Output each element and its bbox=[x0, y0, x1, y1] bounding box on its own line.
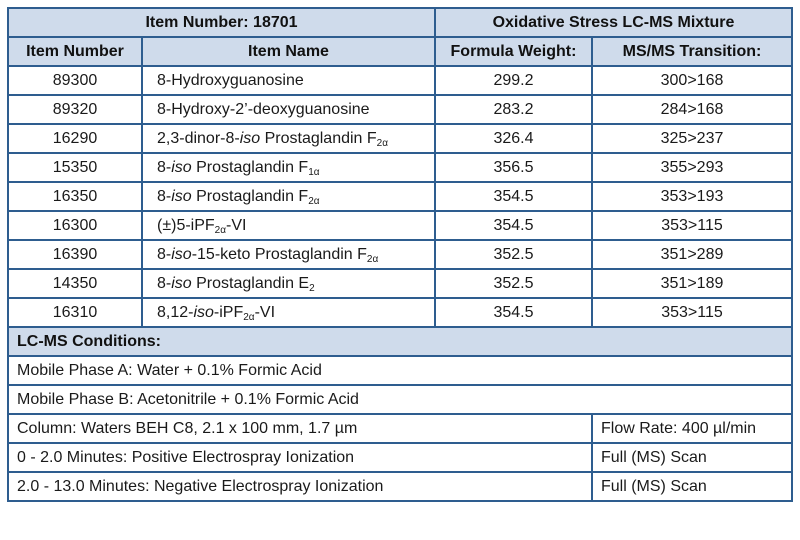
item-name-part: 8- bbox=[157, 187, 172, 205]
item-name-part: 8- bbox=[157, 274, 172, 292]
item-name-part: Prostaglandin F bbox=[191, 187, 309, 205]
table-row bbox=[8, 66, 792, 95]
item-number-cell: 89300 bbox=[8, 66, 142, 95]
column-header-row bbox=[8, 37, 792, 66]
item-name-cell bbox=[142, 182, 435, 211]
item-name-part: Prostaglandin E bbox=[191, 274, 310, 292]
transition-cell: 353>115 bbox=[592, 298, 792, 327]
mobile-phase-b: Mobile Phase B: Acetonitrile + 0.1% Formic Acid bbox=[8, 385, 792, 414]
item-name-part: -VI bbox=[254, 303, 276, 321]
conditions-row bbox=[8, 414, 792, 443]
item-name-part: 8- bbox=[157, 158, 172, 176]
formula-weight-cell: 354.5 bbox=[435, 298, 592, 327]
ionization-positive: 0 - 2.0 Minutes: Positive Electrospray Ionization bbox=[8, 443, 592, 472]
conditions-row bbox=[8, 385, 792, 414]
item-name-part: iso bbox=[171, 274, 192, 292]
column-spec: Column: Waters BEH C8, 2.1 x 100 mm, 1.7 µm bbox=[8, 414, 592, 443]
item-name-part: 2,3-dinor-8- bbox=[157, 129, 240, 147]
compound-rows bbox=[8, 66, 792, 327]
flow-rate: Flow Rate: 400 µl/min bbox=[592, 414, 792, 443]
table-row bbox=[8, 182, 792, 211]
table-row bbox=[8, 211, 792, 240]
header-item-number: Item Number bbox=[8, 37, 142, 66]
item-number-cell: 16290 bbox=[8, 124, 142, 153]
item-name-cell bbox=[142, 269, 435, 298]
conditions-heading-row bbox=[8, 327, 792, 356]
item-name-part: 8-Hydroxy-2’-deoxyguanosine bbox=[157, 100, 370, 118]
transition-cell: 325>237 bbox=[592, 124, 792, 153]
table-row bbox=[8, 298, 792, 327]
table-row bbox=[8, 240, 792, 269]
item-name-cell bbox=[142, 124, 435, 153]
scan-positive: Full (MS) Scan bbox=[592, 443, 792, 472]
item-name-part: iso bbox=[171, 187, 192, 205]
mixture-table bbox=[7, 7, 793, 502]
item-name-cell bbox=[142, 153, 435, 182]
item-name-part: Prostaglandin F bbox=[191, 158, 309, 176]
item-name-part: -15-keto Prostaglandin F bbox=[191, 245, 367, 263]
item-name-part: 8,12- bbox=[157, 303, 194, 321]
table-row bbox=[8, 95, 792, 124]
item-name-part: 2α bbox=[243, 311, 255, 323]
conditions-row bbox=[8, 443, 792, 472]
transition-cell: 355>293 bbox=[592, 153, 792, 182]
table-row bbox=[8, 269, 792, 298]
transition-cell: 353>115 bbox=[592, 211, 792, 240]
item-name-part: 2α bbox=[308, 195, 320, 207]
ionization-negative: 2.0 - 13.0 Minutes: Negative Electrospray Ionization bbox=[8, 472, 592, 501]
formula-weight-cell: 283.2 bbox=[435, 95, 592, 124]
formula-weight-cell: 354.5 bbox=[435, 182, 592, 211]
formula-weight-cell: 352.5 bbox=[435, 269, 592, 298]
item-number-cell: 16300 bbox=[8, 211, 142, 240]
item-name-cell bbox=[142, 66, 435, 95]
item-name-cell bbox=[142, 95, 435, 124]
item-name-part: 1α bbox=[308, 166, 320, 178]
item-number-cell: 15350 bbox=[8, 153, 142, 182]
item-name-part: (±)5-iPF bbox=[157, 216, 215, 234]
item-name-part: -iPF bbox=[213, 303, 244, 321]
item-number-title: Item Number: 18701 bbox=[8, 8, 435, 37]
item-number-cell: 16390 bbox=[8, 240, 142, 269]
formula-weight-cell: 352.5 bbox=[435, 240, 592, 269]
header-item-name: Item Name bbox=[142, 37, 435, 66]
title-row bbox=[8, 8, 792, 37]
item-name-cell bbox=[142, 240, 435, 269]
transition-cell: 351>289 bbox=[592, 240, 792, 269]
conditions-row bbox=[8, 472, 792, 501]
formula-weight-cell: 326.4 bbox=[435, 124, 592, 153]
mobile-phase-a: Mobile Phase A: Water + 0.1% Formic Acid bbox=[8, 356, 792, 385]
transition-cell: 351>189 bbox=[592, 269, 792, 298]
header-transition: MS/MS Transition: bbox=[592, 37, 792, 66]
item-name-part: -VI bbox=[226, 216, 247, 234]
table-row bbox=[8, 153, 792, 182]
item-name-part: iso bbox=[171, 158, 192, 176]
item-name-part: Prostaglandin F bbox=[260, 129, 377, 147]
conditions-heading: LC-MS Conditions: bbox=[8, 327, 792, 356]
conditions-row bbox=[8, 356, 792, 385]
item-name-part: 2 bbox=[309, 282, 315, 294]
transition-cell: 284>168 bbox=[592, 95, 792, 124]
item-name-part: 2α bbox=[376, 137, 389, 149]
transition-cell: 353>193 bbox=[592, 182, 792, 211]
item-name-part: 8-Hydroxyguanosine bbox=[157, 71, 304, 89]
item-name-part: 8- bbox=[157, 245, 172, 263]
item-name-part: 2α bbox=[214, 224, 227, 236]
item-name-part: iso bbox=[171, 245, 192, 263]
item-number-cell: 16310 bbox=[8, 298, 142, 327]
item-number-cell: 14350 bbox=[8, 269, 142, 298]
table-row bbox=[8, 124, 792, 153]
formula-weight-cell: 354.5 bbox=[435, 211, 592, 240]
transition-cell: 300>168 bbox=[592, 66, 792, 95]
item-number-cell: 89320 bbox=[8, 95, 142, 124]
header-formula-weight: Formula Weight: bbox=[435, 37, 592, 66]
item-number-cell: 16350 bbox=[8, 182, 142, 211]
item-name-part: 2α bbox=[366, 253, 379, 265]
item-name-part: iso bbox=[193, 303, 214, 321]
formula-weight-cell: 299.2 bbox=[435, 66, 592, 95]
scan-negative: Full (MS) Scan bbox=[592, 472, 792, 501]
mixture-title: Oxidative Stress LC-MS Mixture bbox=[435, 8, 792, 37]
item-name-cell bbox=[142, 298, 435, 327]
item-name-part: iso bbox=[239, 129, 261, 147]
formula-weight-cell: 356.5 bbox=[435, 153, 592, 182]
item-name-cell bbox=[142, 211, 435, 240]
